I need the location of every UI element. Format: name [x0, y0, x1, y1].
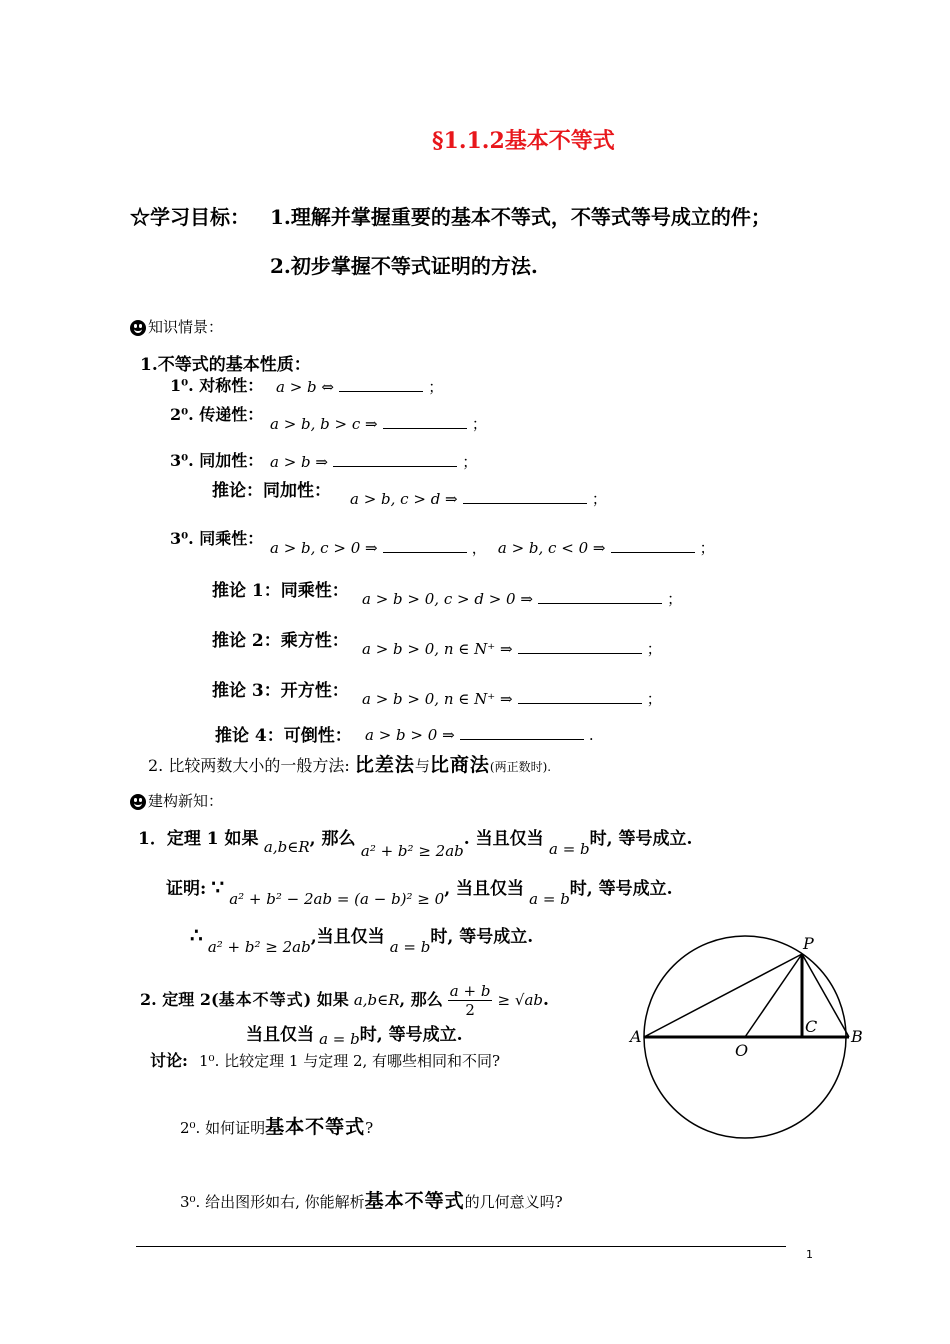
corollary-1-expr [362, 588, 682, 609]
theorem-2-eq: a = b [319, 1030, 360, 1048]
compare-methods [148, 750, 551, 777]
page-number: 1 [806, 1248, 813, 1261]
theorem-2-condition-text: 当且仅当 [246, 1025, 314, 1045]
section-knowledge [130, 316, 223, 337]
theorem-1-then: , 那么 [309, 829, 356, 849]
prop-3-corollary-math: a > b, c > d ⇒ [350, 490, 458, 508]
theorem-2-mid: ) 如果 [303, 990, 349, 1009]
corollary-4-math: a > b > 0 ⇒ [365, 726, 455, 744]
proof-line-1 [166, 874, 673, 908]
answer-blank[interactable] [460, 725, 584, 740]
prop-1-math: a > b ⇔ [276, 378, 334, 396]
theorem-1-ineq: a² + b² ≥ 2ab [360, 842, 464, 860]
answer-blank[interactable] [463, 489, 587, 504]
smiley-icon [130, 794, 146, 810]
punct: ； [428, 378, 444, 396]
theorem-1-eq: a = b [549, 840, 590, 858]
theorem-1-prefix: 1．定理 1 如果 [138, 829, 259, 849]
discussion-q3-pre: 3⁰. 给出图形如右, 你能解析 [180, 1193, 365, 1211]
theorem-2-then: , 那么 [399, 990, 443, 1009]
answer-blank[interactable] [383, 538, 467, 553]
prop-3-corollary-expr [350, 488, 607, 509]
theorem-1-tail: . 当且仅当 [463, 829, 544, 849]
answer-blank[interactable] [383, 414, 467, 429]
goal-item-1: 1.理解并掌握重要的基本不等式，不等式等号成立的件； [270, 205, 771, 229]
compare-prefix: 2. 比较两数大小的一般方法: [148, 756, 350, 775]
answer-blank[interactable] [538, 589, 662, 604]
punct: ， [471, 539, 487, 557]
prop-1-expr [276, 376, 443, 397]
prop-4-expr [270, 537, 715, 558]
proof-conclusion: a² + b² ≥ 2ab [207, 938, 311, 956]
footer-rule [136, 1246, 786, 1247]
punct: ； [646, 640, 662, 658]
discussion-q2-pre: 2⁰. 如何证明 [180, 1119, 266, 1137]
compare-note: (两正数时). [489, 760, 552, 774]
prop-1-label: 1⁰. 对称性： [170, 376, 264, 395]
theorem-2-line-2 [246, 1020, 463, 1048]
punct: . [588, 726, 594, 744]
theorem-2 [140, 982, 549, 1019]
corollary-2-label: 推论 2：乘方性： [212, 631, 349, 651]
proof-expr: a² + b² − 2ab = (a − b)² ≥ 0 [229, 890, 445, 908]
discussion-2 [180, 1112, 373, 1139]
label-A: A [630, 1027, 642, 1046]
proof-label: 证明: [166, 879, 207, 899]
prop-3-math: a > b ⇒ [270, 453, 328, 471]
prop-2-expr [270, 413, 487, 434]
because-symbol: ∵ [211, 875, 225, 899]
prop-2-label: 2⁰. 传递性： [170, 405, 264, 424]
discussion-q2-name: 基本不等式 [265, 1116, 366, 1138]
therefore-symbol: ∴ [190, 923, 203, 947]
segment-AP [644, 954, 802, 1037]
discussion-q3-name: 基本不等式 [364, 1190, 465, 1212]
answer-blank[interactable] [518, 639, 642, 654]
segment-OP [745, 954, 802, 1037]
answer-blank[interactable] [611, 538, 695, 553]
theorem-2-fraction [448, 982, 493, 1019]
label-O: O [735, 1041, 749, 1060]
fraction-denominator: 2 [465, 1001, 475, 1019]
section-build-header: 建构新知： [148, 792, 224, 810]
discussion-label: 讨论: [150, 1051, 188, 1070]
geometry-figure [620, 925, 880, 1145]
page-title: §1.1.2基本不等式 [432, 128, 615, 154]
compare-method-1: 比差法 [354, 754, 415, 776]
answer-blank[interactable] [339, 377, 423, 392]
corollary-4-label: 推论 4：可倒性： [215, 726, 352, 746]
theorem-2-end: 时, 等号成立. [359, 1025, 463, 1045]
proof-eq-2: a = b [389, 938, 431, 956]
compare-with: 与 [414, 757, 430, 775]
compare-method-2: 比商法 [429, 754, 490, 776]
discussion-1 [150, 1048, 500, 1071]
discussion-q2-post: ? [365, 1119, 374, 1137]
discussion-3 [180, 1186, 563, 1213]
proof-tail-2: ,当且仅当 [310, 927, 385, 947]
discussion-q3-post: 的几何意义吗? [464, 1193, 563, 1211]
prop-3-corollary-label: 推论：同加性： [212, 481, 331, 501]
smiley-icon [130, 320, 146, 336]
prop-3-expr [270, 451, 477, 472]
theorem-2-name: 基本不等式 [218, 990, 304, 1009]
corollary-3-label: 推论 3：开方性： [212, 681, 349, 701]
corollary-3-expr [362, 688, 662, 709]
prop-4-math-b: a > b, c < 0 ⇒ [497, 539, 606, 557]
theorem-2-cond: a,b∈R [353, 991, 400, 1009]
theorem-1 [138, 824, 693, 860]
corollary-2-expr [362, 638, 662, 659]
corollary-3-math: a > b > 0, n ∈ N⁺ ⇒ [362, 690, 513, 708]
fraction-numerator: a + b [449, 982, 491, 1000]
theorem-1-end: 时, 等号成立. [589, 829, 693, 849]
proof-end: 时, 等号成立. [569, 879, 673, 899]
punct: ； [462, 453, 478, 471]
prop-2-math: a > b, b > c ⇒ [270, 415, 378, 433]
label-P: P [803, 934, 814, 953]
proof-eq: a = b [529, 890, 570, 908]
punct: ； [646, 690, 662, 708]
answer-blank[interactable] [518, 689, 642, 704]
discussion-q1: 1⁰. 比较定理 1 与定理 2, 有哪些相同和不同? [199, 1052, 501, 1070]
prop-3-label: 3⁰. 同加性： [170, 451, 264, 470]
prop-4-label: 3⁰. 同乘性： [170, 529, 264, 548]
proof-tail: , 当且仅当 [444, 879, 525, 899]
label-B: B [851, 1027, 863, 1046]
punct: ； [471, 415, 487, 433]
punct: ； [591, 490, 607, 508]
corollary-1-math: a > b > 0, c > d > 0 ⇒ [362, 590, 533, 608]
corollary-1-label: 推论 1：同乘性： [212, 581, 349, 601]
section-build [130, 790, 223, 811]
theorem-1-cond: a,b∈R [263, 838, 310, 856]
proof-line-2 [190, 922, 534, 956]
prop-4-math-a: a > b, c > 0 ⇒ [270, 539, 378, 557]
proof-end-2: 时, 等号成立. [430, 927, 534, 947]
label-C: C [805, 1017, 818, 1036]
theorem-2-prefix: 2. 定理 2( [140, 990, 219, 1009]
punct: ； [667, 590, 683, 608]
theorem-2-rhs: ≥ √ab [497, 991, 543, 1009]
goal-item-2: 2.初步掌握不等式证明的方法. [270, 254, 538, 278]
corollary-4-expr [365, 725, 594, 744]
punct: ； [699, 539, 715, 557]
section-knowledge-header: 知识情景： [148, 318, 224, 336]
corollary-2-math: a > b > 0, n ∈ N⁺ ⇒ [362, 640, 513, 658]
answer-blank[interactable] [333, 452, 457, 467]
theorem-2-dot: . [543, 990, 549, 1010]
props-heading: 1.不等式的基本性质： [140, 355, 311, 375]
goal-label: ☆学习目标： [130, 205, 250, 229]
